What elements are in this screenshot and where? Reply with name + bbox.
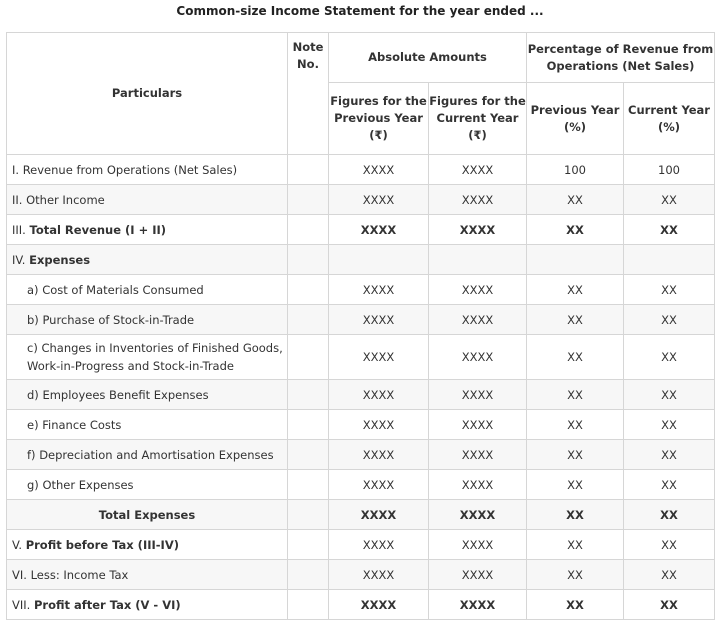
row-note — [288, 155, 329, 185]
row-previous-amount: XXXX — [329, 470, 429, 500]
table-row — [7, 245, 715, 275]
row-note — [288, 245, 329, 275]
table-row — [7, 380, 715, 410]
row-note — [288, 215, 329, 245]
header-previous-year-figures: Figures for the Previous Year (₹) — [329, 83, 429, 155]
row-previous-amount: XXXX — [329, 275, 429, 305]
row-previous-percent: XX — [527, 335, 624, 380]
row-note — [288, 560, 329, 590]
row-current-percent: XX — [624, 305, 715, 335]
row-current-amount: XXXX — [429, 305, 527, 335]
row-current-percent: XX — [624, 335, 715, 380]
row-previous-amount: XXXX — [329, 305, 429, 335]
table-row — [7, 335, 715, 380]
header-previous-year-percent: Previous Year (%) — [527, 83, 624, 155]
row-particulars: Total Expenses — [7, 500, 288, 530]
header-note-no: Note No. — [288, 33, 329, 155]
row-previous-percent: XX — [527, 530, 624, 560]
row-previous-amount: XXXX — [329, 500, 429, 530]
table-row — [7, 275, 715, 305]
row-particulars: II. Other Income — [7, 185, 288, 215]
row-current-percent: XX — [624, 185, 715, 215]
row-current-percent: XX — [624, 215, 715, 245]
statement-title: Common-size Income Statement for the year ended ... — [176, 4, 544, 18]
row-current-amount: XXXX — [429, 215, 527, 245]
table-row — [7, 305, 715, 335]
row-previous-percent: XX — [527, 440, 624, 470]
row-current-amount: XXXX — [429, 470, 527, 500]
row-current-percent: XX — [624, 560, 715, 590]
header-current-year-figures: Figures for the Current Year (₹) — [429, 83, 527, 155]
table-row — [7, 500, 715, 530]
row-particulars: a) Cost of Materials Consumed — [7, 275, 288, 305]
row-previous-percent: XX — [527, 215, 624, 245]
row-current-amount: XXXX — [429, 410, 527, 440]
row-particulars: VI. Less: Income Tax — [7, 560, 288, 590]
row-previous-percent: XX — [527, 305, 624, 335]
table-row — [7, 185, 715, 215]
row-particulars: f) Depreciation and Amortisation Expenses — [7, 440, 288, 470]
row-previous-amount: XXXX — [329, 410, 429, 440]
row-previous-percent — [527, 245, 624, 275]
table-row — [7, 560, 715, 590]
row-current-amount: XXXX — [429, 560, 527, 590]
row-note — [288, 410, 329, 440]
row-previous-amount: XXXX — [329, 155, 429, 185]
row-current-percent: XX — [624, 410, 715, 440]
row-previous-percent: XX — [527, 500, 624, 530]
row-particulars: I. Revenue from Operations (Net Sales) — [7, 155, 288, 185]
row-current-percent — [624, 245, 715, 275]
row-note — [288, 335, 329, 380]
row-current-amount: XXXX — [429, 380, 527, 410]
row-current-percent: XX — [624, 380, 715, 410]
header-percentage-of-revenue: Percentage of Revenue from Operations (Net Sales) — [527, 33, 715, 83]
row-particulars: e) Finance Costs — [7, 410, 288, 440]
row-current-amount — [429, 245, 527, 275]
row-particulars: g) Other Expenses — [7, 470, 288, 500]
row-previous-amount: XXXX — [329, 530, 429, 560]
row-previous-percent: XX — [527, 470, 624, 500]
row-note — [288, 440, 329, 470]
row-current-amount: XXXX — [429, 335, 527, 380]
row-particulars: IV. Expenses — [7, 245, 288, 275]
row-previous-amount: XXXX — [329, 560, 429, 590]
row-current-amount: XXXX — [429, 155, 527, 185]
table-row — [7, 410, 715, 440]
row-previous-amount: XXXX — [329, 590, 429, 620]
row-previous-amount: XXXX — [329, 440, 429, 470]
table-row — [7, 155, 715, 185]
table-row — [7, 440, 715, 470]
table-row — [7, 470, 715, 500]
row-previous-percent: XX — [527, 185, 624, 215]
table-row — [7, 590, 715, 620]
row-previous-percent: XX — [527, 410, 624, 440]
row-particulars: b) Purchase of Stock-in-Trade — [7, 305, 288, 335]
table-row — [7, 530, 715, 560]
row-particulars: d) Employees Benefit Expenses — [7, 380, 288, 410]
row-note — [288, 275, 329, 305]
header-particulars: Particulars — [7, 33, 288, 155]
row-current-amount: XXXX — [429, 500, 527, 530]
row-previous-percent: XX — [527, 275, 624, 305]
row-particulars: c) Changes in Inventories of Finished Goods, Work-in-Progress and Stock-in-Trade — [7, 335, 288, 380]
table-row — [7, 215, 715, 245]
row-note — [288, 530, 329, 560]
row-note — [288, 380, 329, 410]
row-current-percent: 100 — [624, 155, 715, 185]
row-current-amount: XXXX — [429, 275, 527, 305]
row-note — [288, 590, 329, 620]
row-previous-percent: XX — [527, 560, 624, 590]
row-note — [288, 500, 329, 530]
row-current-percent: XX — [624, 275, 715, 305]
income-statement-table — [6, 32, 715, 620]
header-current-year-percent: Current Year (%) — [624, 83, 715, 155]
row-note — [288, 305, 329, 335]
row-current-amount: XXXX — [429, 185, 527, 215]
row-previous-amount — [329, 245, 429, 275]
row-current-percent: XX — [624, 440, 715, 470]
row-current-percent: XX — [624, 500, 715, 530]
header-absolute-amounts: Absolute Amounts — [329, 33, 527, 83]
row-note — [288, 470, 329, 500]
row-current-percent: XX — [624, 590, 715, 620]
row-particulars: V. Profit before Tax (III-IV) — [7, 530, 288, 560]
row-current-percent: XX — [624, 470, 715, 500]
row-current-amount: XXXX — [429, 440, 527, 470]
row-particulars: III. Total Revenue (I + II) — [7, 215, 288, 245]
row-previous-amount: XXXX — [329, 380, 429, 410]
row-previous-percent: XX — [527, 380, 624, 410]
row-particulars: VII. Profit after Tax (V - VI) — [7, 590, 288, 620]
row-previous-amount: XXXX — [329, 215, 429, 245]
row-previous-percent: XX — [527, 590, 624, 620]
row-current-amount: XXXX — [429, 590, 527, 620]
row-previous-percent: 100 — [527, 155, 624, 185]
row-note — [288, 185, 329, 215]
row-current-percent: XX — [624, 530, 715, 560]
row-previous-amount: XXXX — [329, 185, 429, 215]
row-current-amount: XXXX — [429, 530, 527, 560]
row-previous-amount: XXXX — [329, 335, 429, 380]
